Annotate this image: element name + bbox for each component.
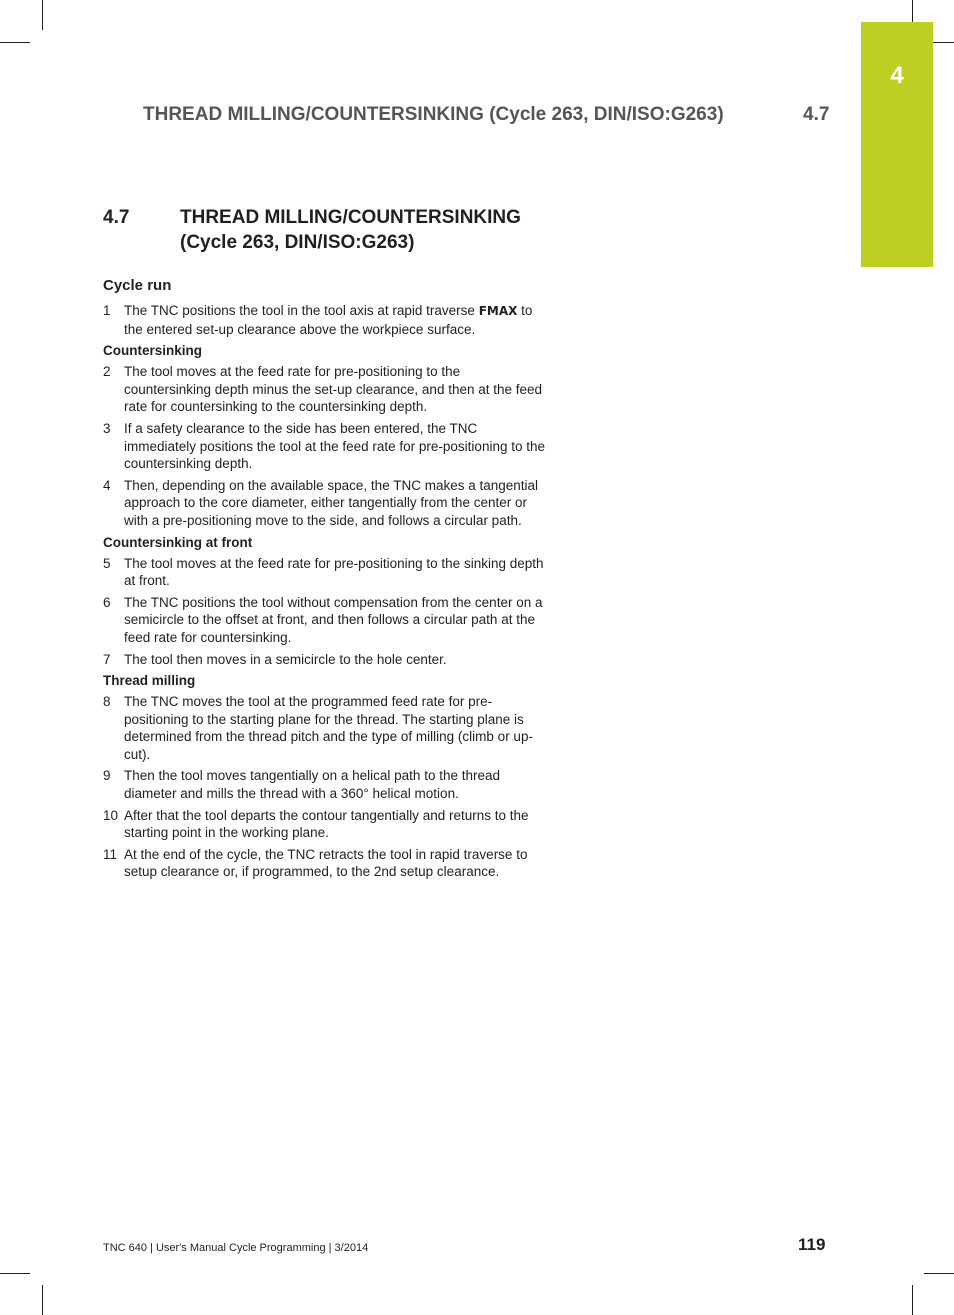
crop-mark — [42, 0, 43, 30]
list-item-number: 9 — [103, 768, 111, 784]
running-head — [143, 104, 833, 126]
list-item-text: The TNC moves the tool at the programmed feed rate for pre-positioning to the starting plane for the thread. The starting plane is determined from the thread pitch and the type of milling (climb or up-cut). — [124, 694, 533, 762]
list-item-text: to the entered set-up clearance above the workpiece surface. — [124, 303, 533, 337]
list-item-number: 4 — [103, 477, 111, 493]
section-title — [180, 205, 580, 255]
list-item — [103, 693, 545, 763]
list-item-text: The TNC positions the tool in the tool axis at rapid traverse — [124, 303, 479, 318]
list-item — [103, 302, 545, 338]
list-item-text: At the end of the cycle, the TNC retracts the tool in rapid traverse to setup clearance or, if programmed, to the 2nd setup clearance. — [124, 846, 528, 880]
page-number: 119 — [798, 1235, 826, 1254]
list-item-number: 8 — [103, 694, 111, 710]
list-item-text: The tool moves at the feed rate for pre-positioning to the countersinking depth minus the set-up clearance, and then at the feed rate for countersinking to the countersinking depth. — [124, 364, 543, 415]
list-item-number: 6 — [103, 594, 111, 610]
list-item-text: After that the tool departs the contour tangentially and returns to the starting point in the working plane. — [124, 807, 529, 841]
list-item-number: 2 — [103, 364, 111, 380]
group-heading-thread-milling: Thread milling — [103, 673, 196, 689]
list-item — [103, 477, 545, 530]
list-item-text: The TNC positions the tool without compensation from the center on a semicircle to the offset at front, and then follows a circular path at the feed rate for countersinking. — [124, 594, 543, 645]
list-item — [103, 420, 545, 473]
list-item-number: 5 — [103, 555, 111, 571]
list-item — [103, 555, 545, 590]
chapter-number: 4 — [890, 62, 904, 89]
list-item-text: Then, depending on the available space, the TNC makes a tangential approach to the core diameter, either tangentially from the center or with a pre-positioning move to the side, and follows a circular path. — [124, 477, 539, 528]
list-item-text: If a safety clearance to the side has been entered, the TNC immediately positions the tool at the feed rate for pre-positioning to the countersinking depth. — [124, 420, 545, 472]
list-item — [103, 363, 545, 416]
list-item-text: The tool moves at the feed rate for pre-positioning to the sinking depth at front. — [124, 555, 544, 589]
crop-mark — [42, 1285, 43, 1315]
list-item — [103, 807, 545, 842]
list-item-text: The tool then moves in a semicircle to the hole center. — [124, 651, 447, 667]
footer-text: TNC 640 | User's Manual Cycle Programming | 3/2014 — [103, 1242, 369, 1254]
list-item-number: 1 — [103, 303, 111, 318]
list-item — [103, 594, 545, 647]
list-item — [103, 846, 545, 881]
crop-mark — [0, 1273, 30, 1274]
list-item — [103, 651, 545, 669]
list-item-text: Then the tool moves tangentially on a helical path to the thread diameter and mills the thread with a 360° helical motion. — [124, 768, 500, 802]
section-title-line-1: THREAD MILLING/COUNTERSINKING — [180, 207, 521, 228]
group-heading-countersinking: Countersinking — [103, 343, 203, 359]
page-content — [103, 276, 545, 885]
list-item-number: 10 — [103, 807, 119, 823]
chapter-tab — [861, 22, 933, 267]
group-heading-countersinking-at-front: Countersinking at front — [103, 534, 253, 550]
crop-mark — [0, 42, 30, 43]
crop-mark — [912, 1285, 913, 1315]
section-number: 4.7 — [103, 207, 130, 228]
fmax-keyword: FMAX — [478, 304, 518, 318]
section-title-line-2: (Cycle 263, DIN/ISO:G263) — [180, 232, 415, 253]
running-head-title: THREAD MILLING/COUNTERSINKING (Cycle 263, DIN/ISO:G263) — [143, 104, 724, 125]
list-item-number: 7 — [103, 651, 111, 667]
list-item-number: 11 — [103, 846, 118, 862]
running-head-number: 4.7 — [803, 104, 830, 125]
cycle-run-heading: Cycle run — [103, 277, 172, 294]
list-item-number: 3 — [103, 420, 111, 436]
list-item — [103, 767, 545, 802]
crop-mark — [924, 1273, 954, 1274]
